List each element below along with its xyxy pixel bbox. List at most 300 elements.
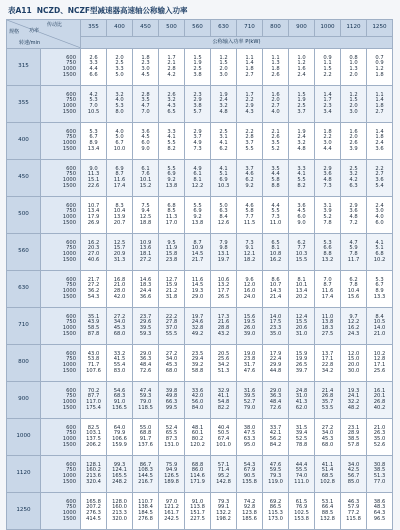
power-value: 16.8 bbox=[113, 276, 126, 283]
speed-label: 转速/min bbox=[19, 40, 41, 46]
speed-cell bbox=[41, 234, 81, 271]
power-value: 51.3 bbox=[373, 473, 386, 479]
power-value: 6.5 bbox=[167, 108, 176, 115]
power-value: 19.3 bbox=[191, 288, 204, 294]
power-value: 101.0 bbox=[216, 441, 231, 448]
power-value: 4.1 bbox=[219, 140, 228, 146]
power-value: 5.0 bbox=[115, 134, 124, 141]
power-value: 4.3 bbox=[167, 103, 176, 109]
power-value: 21.6 bbox=[217, 319, 230, 326]
power-value: 43.2 bbox=[217, 330, 230, 337]
power-value: 6.0 bbox=[297, 214, 306, 220]
power-value: 1.5 bbox=[219, 60, 228, 67]
power-value: 120.2 bbox=[190, 441, 205, 448]
power-cell bbox=[341, 456, 367, 493]
power-cell bbox=[263, 456, 289, 493]
speed-value: 1000 bbox=[62, 362, 76, 368]
power-cell bbox=[185, 86, 211, 123]
power-value: 10.3 bbox=[217, 182, 230, 189]
power-value: 6.0 bbox=[141, 140, 150, 146]
power-cell bbox=[81, 197, 107, 234]
power-value: 9.0 bbox=[89, 165, 98, 172]
power-value: 17.1 bbox=[321, 356, 334, 363]
power-value: 47.6 bbox=[243, 367, 256, 374]
power-value: 26.3 bbox=[373, 430, 386, 437]
power-cell bbox=[367, 308, 393, 345]
power-cell bbox=[185, 456, 211, 493]
power-value: 6.1 bbox=[193, 171, 202, 178]
power-value: 13.7 bbox=[321, 350, 334, 357]
power-value: 4.4 bbox=[271, 202, 280, 209]
ratio-header: 500 bbox=[159, 20, 185, 37]
power-cell bbox=[211, 456, 237, 493]
power-value: 115.3 bbox=[268, 510, 283, 516]
power-value: 2.2 bbox=[245, 97, 254, 104]
power-value: 1.1 bbox=[245, 54, 254, 61]
speed-value: 1500 bbox=[62, 108, 76, 115]
power-value: 137.5 bbox=[86, 436, 101, 442]
speed-value: 600 bbox=[66, 239, 76, 246]
table-row bbox=[7, 197, 393, 234]
power-value: 3.7 bbox=[245, 165, 254, 172]
power-cell bbox=[81, 234, 107, 271]
power-cell bbox=[133, 271, 159, 308]
power-value: 15.2 bbox=[139, 182, 152, 189]
power-value: 55.5 bbox=[165, 330, 178, 337]
power-value: 2.1 bbox=[271, 128, 280, 135]
power-cell bbox=[315, 345, 341, 382]
power-cell bbox=[315, 456, 341, 493]
power-value: 4.5 bbox=[141, 71, 150, 78]
size-label: 规格 bbox=[9, 29, 20, 35]
speed-value: 750 bbox=[66, 282, 76, 289]
speed-value: 600 bbox=[66, 313, 76, 320]
power-value: 92.8 bbox=[243, 504, 256, 511]
power-value: 87.3 bbox=[165, 436, 178, 442]
power-value: 4.1 bbox=[167, 134, 176, 141]
power-value: 26.8 bbox=[373, 399, 386, 405]
power-value: 91.7 bbox=[139, 436, 152, 442]
power-cell bbox=[133, 234, 159, 271]
power-value: 1.8 bbox=[245, 66, 254, 72]
table-row bbox=[7, 234, 393, 271]
power-cell bbox=[341, 234, 367, 271]
power-value: 7.8 bbox=[349, 282, 358, 289]
speed-value: 1500 bbox=[62, 71, 76, 78]
power-cell bbox=[367, 123, 393, 160]
power-value: 2.9 bbox=[193, 128, 202, 135]
power-value: 40.2 bbox=[373, 404, 386, 411]
power-value: 27.0 bbox=[87, 251, 100, 257]
power-value: 3.7 bbox=[297, 108, 306, 115]
power-value: 68.0 bbox=[165, 367, 178, 374]
power-label: 功率 bbox=[29, 28, 40, 34]
power-value: 56.0 bbox=[191, 399, 204, 405]
power-value: 151.7 bbox=[190, 510, 205, 516]
power-value: 13.9 bbox=[113, 214, 126, 220]
power-value: 6.2 bbox=[245, 177, 254, 183]
power-value: 13.2 bbox=[217, 282, 230, 289]
power-value: 165.8 bbox=[86, 498, 101, 505]
power-cell bbox=[289, 123, 315, 160]
power-value: 2.5 bbox=[115, 60, 124, 67]
ratio-header: 560 bbox=[185, 20, 211, 37]
power-value: 61.5 bbox=[295, 498, 308, 505]
power-value: 23.8 bbox=[243, 356, 256, 363]
power-value: 57.9 bbox=[347, 504, 360, 511]
power-value: 26.0 bbox=[243, 325, 256, 331]
speed-value: 750 bbox=[66, 467, 76, 474]
power-value: 9.2 bbox=[167, 177, 176, 183]
power-cell bbox=[133, 308, 159, 345]
power-value: 31.5 bbox=[295, 424, 308, 431]
power-cell bbox=[289, 86, 315, 123]
power-value: 9.2 bbox=[245, 182, 254, 189]
power-cell bbox=[263, 86, 289, 123]
power-cell bbox=[185, 419, 211, 456]
power-value: 3.6 bbox=[349, 208, 358, 215]
power-value: 10.4 bbox=[347, 288, 360, 294]
power-cell bbox=[159, 271, 185, 308]
power-value: 86.5 bbox=[269, 504, 282, 511]
power-value: 37.0 bbox=[165, 325, 178, 331]
power-value: 74.2 bbox=[243, 498, 256, 505]
power-value: 2.0 bbox=[349, 134, 358, 141]
speed-value: 1500 bbox=[62, 478, 76, 485]
power-value: 48.2 bbox=[347, 404, 360, 411]
power-value: 35.0 bbox=[269, 330, 282, 337]
power-cell bbox=[159, 160, 185, 197]
power-value: 4.0 bbox=[115, 128, 124, 135]
power-cell bbox=[237, 419, 263, 456]
power-value: 95.0 bbox=[243, 441, 256, 448]
power-value: 8.4 bbox=[219, 214, 228, 220]
power-value: 2.3 bbox=[193, 91, 202, 98]
power-value: 5.1 bbox=[375, 245, 384, 252]
power-value: 5.3 bbox=[89, 97, 98, 104]
power-value: 34.2 bbox=[217, 362, 230, 368]
table-row bbox=[7, 456, 393, 493]
power-cell bbox=[341, 419, 367, 456]
power-value: 20.6 bbox=[295, 325, 308, 331]
power-value: 2.8 bbox=[141, 91, 150, 98]
power-value: 276.3 bbox=[86, 510, 101, 516]
power-value: 39.5 bbox=[139, 325, 152, 331]
power-value: 53.1 bbox=[321, 498, 334, 505]
power-value: 10.6 bbox=[217, 276, 230, 283]
power-cell bbox=[367, 86, 393, 123]
power-value: 6.7 bbox=[115, 140, 124, 146]
power-value: 23.1 bbox=[347, 424, 360, 431]
power-cell bbox=[133, 382, 159, 419]
power-value: 70.2 bbox=[87, 387, 100, 394]
power-value: 8.1 bbox=[297, 276, 306, 283]
power-value: 3.2 bbox=[349, 171, 358, 178]
power-value: 33.6 bbox=[191, 387, 204, 394]
power-value: 4.8 bbox=[349, 214, 358, 220]
power-value: 87.8 bbox=[87, 330, 100, 337]
power-value: 1.8 bbox=[375, 103, 384, 109]
power-value: 62.0 bbox=[295, 404, 308, 411]
power-value: 111.0 bbox=[294, 478, 309, 485]
power-value: 74.0 bbox=[295, 473, 308, 479]
power-value: 64.0 bbox=[113, 424, 126, 431]
power-value: 6.6 bbox=[323, 245, 332, 252]
speed-value: 1500 bbox=[62, 367, 76, 374]
power-value: 21.4 bbox=[321, 387, 334, 394]
power-cell bbox=[81, 493, 107, 530]
power-value: 4.5 bbox=[297, 208, 306, 215]
power-value: 2.4 bbox=[297, 71, 306, 78]
power-value: 1.6 bbox=[297, 66, 306, 72]
power-value: 17.9 bbox=[269, 350, 282, 357]
power-value: 56.2 bbox=[269, 436, 282, 442]
power-value: 5.5 bbox=[193, 202, 202, 209]
power-value: 1.9 bbox=[297, 128, 306, 135]
power-value: 1.1 bbox=[271, 54, 280, 61]
power-value: 7.5 bbox=[141, 202, 150, 209]
power-value: 5.0 bbox=[219, 202, 228, 209]
speed-value: 1000 bbox=[62, 177, 76, 183]
power-value: 19.0 bbox=[243, 350, 256, 357]
power-value: 41.1 bbox=[321, 461, 334, 468]
power-value: 57.8 bbox=[347, 441, 360, 448]
power-value: 34.0 bbox=[113, 319, 126, 326]
power-value: 1.4 bbox=[375, 97, 384, 104]
power-value: 39.4 bbox=[295, 430, 308, 437]
speed-value: 1000 bbox=[62, 436, 76, 442]
power-value: 48.3 bbox=[373, 504, 386, 511]
power-value: 144.5 bbox=[138, 473, 153, 479]
power-value: 5.4 bbox=[375, 182, 384, 189]
power-value: 7.8 bbox=[349, 251, 358, 257]
speed-value: 1000 bbox=[62, 140, 76, 146]
power-value: 14.0 bbox=[373, 325, 386, 331]
speed-value: 600 bbox=[66, 424, 76, 431]
power-value: 10.1 bbox=[295, 282, 308, 289]
power-value: 3.9 bbox=[349, 145, 358, 152]
speed-value: 600 bbox=[66, 54, 76, 61]
power-value: 16.2 bbox=[347, 325, 360, 331]
power-value: 5.3 bbox=[375, 276, 384, 283]
speed-cell bbox=[41, 86, 81, 123]
power-value: 142.8 bbox=[216, 478, 231, 485]
ratio-header: 450 bbox=[133, 20, 159, 37]
power-value: 49.2 bbox=[191, 330, 204, 337]
power-value: 0.9 bbox=[375, 60, 384, 67]
power-cell bbox=[107, 493, 133, 530]
power-value: 9.2 bbox=[193, 214, 202, 220]
power-cell bbox=[315, 86, 341, 123]
power-value: 7.2 bbox=[349, 219, 358, 226]
power-value: 114.6 bbox=[190, 473, 205, 479]
power-value: 13.3 bbox=[373, 293, 386, 300]
power-value: 9.6 bbox=[245, 276, 254, 283]
power-value: 2.0 bbox=[349, 103, 358, 109]
power-value: 25.6 bbox=[373, 367, 386, 374]
power-value: 4.9 bbox=[193, 140, 202, 146]
power-cell bbox=[133, 345, 159, 382]
power-cell bbox=[341, 493, 367, 530]
power-value: 4.1 bbox=[297, 171, 306, 178]
power-value: 6.6 bbox=[89, 71, 98, 78]
power-cell bbox=[159, 49, 185, 86]
power-cell bbox=[263, 197, 289, 234]
power-value: 3.4 bbox=[323, 108, 332, 115]
power-cell bbox=[315, 493, 341, 530]
power-value: 50.5 bbox=[217, 430, 230, 437]
power-value: 5.3 bbox=[89, 128, 98, 135]
power-value: 6.2 bbox=[219, 145, 228, 152]
size-cell: 450 bbox=[7, 160, 41, 197]
power-value: 29.0 bbox=[269, 387, 282, 394]
power-value: 9.0 bbox=[297, 219, 306, 226]
speed-value: 1000 bbox=[62, 399, 76, 405]
power-cell bbox=[185, 234, 211, 271]
power-value: 2.1 bbox=[167, 60, 176, 67]
power-cell bbox=[341, 271, 367, 308]
speed-value: 1500 bbox=[62, 293, 76, 300]
power-value: 1.0 bbox=[297, 54, 306, 61]
speed-value: 750 bbox=[66, 97, 76, 104]
power-cell bbox=[263, 493, 289, 530]
power-value: 1.4 bbox=[323, 91, 332, 98]
power-value: 36.6 bbox=[139, 293, 152, 300]
power-value: 71.7 bbox=[87, 362, 100, 368]
power-value: 12.2 bbox=[191, 182, 204, 189]
power-cell bbox=[341, 86, 367, 123]
power-value: 58.5 bbox=[87, 325, 100, 331]
power-value: 2.4 bbox=[375, 202, 384, 209]
power-cell bbox=[133, 493, 159, 530]
power-value: 1.6 bbox=[271, 91, 280, 98]
power-value: 47.6 bbox=[269, 461, 282, 468]
power-value: 34.0 bbox=[165, 356, 178, 363]
power-value: 96.5 bbox=[373, 515, 386, 522]
size-cell: 400 bbox=[7, 123, 41, 160]
power-value: 5.2 bbox=[323, 214, 332, 220]
power-cell bbox=[133, 86, 159, 123]
power-value: 3.9 bbox=[323, 208, 332, 215]
power-value: 23.5 bbox=[191, 350, 204, 357]
power-value: 14.6 bbox=[139, 276, 152, 283]
power-value: 57.1 bbox=[217, 461, 230, 468]
power-value: 2.6 bbox=[271, 134, 280, 141]
power-value: 12.5 bbox=[113, 239, 126, 246]
power-value: 11.9 bbox=[165, 245, 178, 252]
power-value: 66.3 bbox=[165, 399, 178, 405]
power-value: 1.5 bbox=[323, 66, 332, 72]
power-value: 15.6 bbox=[243, 313, 256, 320]
power-value: 3.6 bbox=[141, 128, 150, 135]
power-value: 38.5 bbox=[373, 467, 386, 474]
power-value: 2.2 bbox=[323, 134, 332, 141]
power-value: 6.9 bbox=[115, 165, 124, 172]
power-value: 1.4 bbox=[375, 128, 384, 135]
power-value: 4.7 bbox=[141, 103, 150, 109]
power-value: 5.0 bbox=[115, 71, 124, 78]
power-value: 4.2 bbox=[349, 177, 358, 183]
power-value: 13.8 bbox=[191, 219, 204, 226]
speed-cell bbox=[41, 382, 81, 419]
power-value: 1.2 bbox=[349, 91, 358, 98]
power-value: 3.3 bbox=[89, 60, 98, 67]
power-value: 3.3 bbox=[297, 165, 306, 172]
power-value: 45.3 bbox=[321, 436, 334, 442]
power-value: 67.9 bbox=[243, 467, 256, 474]
power-cell bbox=[159, 308, 185, 345]
power-value: 7.3 bbox=[271, 214, 280, 220]
table-body bbox=[7, 49, 393, 530]
power-value: 10.5 bbox=[373, 319, 386, 326]
speed-cell bbox=[41, 197, 81, 234]
power-value: 54.8 bbox=[217, 399, 230, 405]
power-value: 20.5 bbox=[217, 350, 230, 357]
power-cell bbox=[81, 456, 107, 493]
power-value: 6.8 bbox=[375, 251, 384, 257]
power-value: 17.9 bbox=[87, 214, 100, 220]
power-value: 44.8 bbox=[269, 367, 282, 374]
power-value: 27.5 bbox=[321, 330, 334, 337]
power-value: 13.2 bbox=[321, 256, 334, 263]
power-value: 2.6 bbox=[167, 91, 176, 98]
power-value: 2.5 bbox=[219, 128, 228, 135]
power-cell bbox=[211, 493, 237, 530]
power-value: 3.0 bbox=[323, 140, 332, 146]
power-value: 2.6 bbox=[89, 54, 98, 61]
power-value: 79.0 bbox=[243, 404, 256, 411]
power-cell bbox=[133, 419, 159, 456]
power-cell bbox=[133, 456, 159, 493]
power-value: 15.5 bbox=[295, 256, 308, 263]
power-cell bbox=[237, 382, 263, 419]
speed-cell bbox=[41, 456, 81, 493]
power-value: 53.8 bbox=[87, 356, 100, 363]
power-value: 2.5 bbox=[349, 165, 358, 172]
speed-value: 750 bbox=[66, 134, 76, 141]
power-value: 5.5 bbox=[271, 208, 280, 215]
power-value: 28.0 bbox=[113, 288, 126, 294]
power-value: 276.8 bbox=[138, 515, 153, 522]
power-value: 5.5 bbox=[167, 165, 176, 172]
power-value: 10.5 bbox=[87, 108, 100, 115]
power-value: 113.8 bbox=[190, 504, 205, 511]
power-value: 29.9 bbox=[269, 362, 282, 368]
speed-cell bbox=[41, 308, 81, 345]
table-row bbox=[7, 308, 393, 345]
power-value: 13.4 bbox=[87, 145, 100, 152]
speed-cell bbox=[41, 493, 81, 530]
power-value: 165.5 bbox=[112, 473, 127, 479]
power-cell bbox=[185, 271, 211, 308]
power-value: 42.1 bbox=[269, 430, 282, 437]
power-cell bbox=[289, 419, 315, 456]
ratio-label: 传动比 bbox=[47, 22, 63, 28]
power-value: 10.7 bbox=[87, 202, 100, 209]
power-cell bbox=[81, 382, 107, 419]
power-cell bbox=[315, 271, 341, 308]
power-value: 20.0 bbox=[347, 362, 360, 368]
power-value: 171.9 bbox=[190, 478, 205, 485]
power-value: 36.2 bbox=[87, 288, 100, 294]
power-value: 2.3 bbox=[323, 103, 332, 109]
power-value: 3.3 bbox=[115, 66, 124, 72]
power-value: 3.6 bbox=[297, 202, 306, 209]
power-value: 1.6 bbox=[349, 128, 358, 135]
power-value: 7.7 bbox=[297, 245, 306, 252]
power-value: 31.3 bbox=[113, 256, 126, 263]
power-value: 19.3 bbox=[347, 387, 360, 394]
